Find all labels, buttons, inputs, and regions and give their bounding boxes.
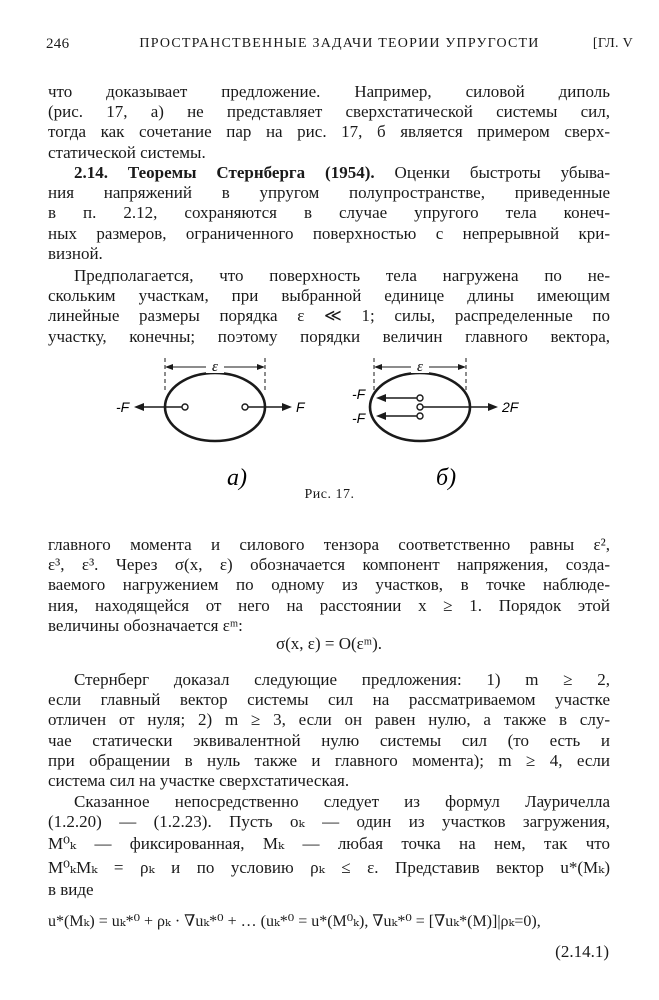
text-line: (1.2.20) — (1.2.23). Пусть oₖ — один из участков загружения, [48,812,610,832]
load-point-bottom [417,413,423,419]
arrowhead-top [376,394,386,402]
paragraph-4 [48,535,610,636]
label-2f: 2F [502,399,519,415]
text-line: Оценки быстроты убыва- [374,163,610,182]
label-plus-f: F [296,399,305,415]
text-line: главного момента и силового тензора соответственно равны ε², [48,535,610,554]
section-first-line [48,163,610,183]
formula-expansion: u*(Mₖ) = uₖ*⁰ + ρₖ · ∇uₖ*⁰ + … (uₖ*⁰ = u*(M⁰ₖ), ∇uₖ*⁰ = [∇uₖ*(M)]|ρₖ=0), [48,913,541,930]
text-line: в п. 2.12, сохраняются в случае упругого тела конеч- [48,203,610,223]
label-minus-f: -F [116,399,130,415]
text-line: M⁰ₖMₖ = ρₖ и по условию ρₖ ≤ ε. Представив вектор u*(Mₖ) [48,858,610,878]
text-line: система сил на участке сверхстатическая. [48,771,350,791]
section-2-14 [48,163,610,264]
label-minus-f-bottom: -F [352,410,366,426]
text-line: ния напряжений в упругом полупространстве, приведенные [48,183,610,203]
chapter-label: [ГЛ. V [592,36,633,51]
subfigure-label-a: а) [227,465,247,491]
text-line: ных размеров, ограниченного поверхностью с непрерывной кри- [48,223,610,243]
text-line: ваемого нагружением по одному из участков, в точке наблюде- [48,575,610,595]
text-line: в виде [48,880,94,900]
eps-label-a: ε [212,359,218,375]
figure-caption: Рис. 17. [304,487,355,502]
text-line: что доказывает предложение. Например, силовой диполь [48,82,610,101]
load-point-right [242,404,248,410]
text-line: чае статически эквивалентной нулю системы сил (то есть и [48,730,610,750]
formula-sigma: σ(x, ε) = O(εᵐ). [275,634,382,653]
paragraph-3 [48,266,610,347]
text-line: M⁰ₖ — фиксированная, Mₖ — любая точка на нем, так что [48,834,610,854]
dim-arrow-right-b [458,364,466,370]
figure-17a [116,358,306,491]
paragraph-6 [48,792,610,901]
text-line: Сказанное непосредственно следует из формул Лауричелла [74,792,610,811]
equation-number: (2.14.1) [555,942,609,961]
dim-arrow-right-a [257,364,265,370]
text-line: величины обозначается εᵐ: [48,615,243,635]
text-line: скольким участкам, при выбранной единице длины имеющим [48,286,610,306]
section-title: 2.14. Теоремы Стернберга (1954). [74,163,375,182]
text-line: ния, находящейся от него на расстоянии x ≥ 1. Порядок этой [48,595,610,615]
paragraph-5 [48,670,610,791]
text-line: тогда как сочетание пар на рис. 17, б является примером сверх- [48,122,610,142]
eps-label-b: ε [417,359,423,375]
text-line: (рис. 17, а) не представляет сверхстатической системы сил, [48,102,610,122]
arrowhead-right [282,403,292,411]
dim-arrow-left-b [374,364,382,370]
arrowhead-left [134,403,144,411]
figure-17b [352,358,520,491]
page-header [46,36,633,58]
text-line: визной. [48,243,103,263]
load-point-left [182,404,188,410]
text-line: статической системы. [48,142,206,162]
text-line: Стернберг доказал следующие предложения: 1) m ≥ 2, [74,670,610,689]
text-line: отличен от нуля; 2) m ≥ 3, если он равен нулю, а также в слу- [48,710,610,730]
figure-17 [116,355,540,505]
arrowhead-2f [488,403,498,411]
subfigure-label-b: б) [436,465,457,491]
text-line: ε³, ε³. Через σ(x, ε) обозначается компонент напряжения, созда- [48,555,610,575]
text-line: Предполагается, что поверхность тела нагружена по не- [74,266,610,285]
text-line: участку, конечны; поэтому порядки величин главного вектора, [48,326,610,346]
running-title: ПРОСТРАНСТВЕННЫЕ ЗАДАЧИ ТЕОРИИ УПРУГОСТИ [139,36,540,51]
paragraph-1 [48,82,610,163]
load-point-top [417,395,423,401]
text-line: линейные размеры порядка ε ≪ 1; силы, распределенные по [48,306,610,326]
text-line: если главный вектор системы сил на рассматриваемом участке [48,690,610,710]
page-number: 246 [46,36,70,52]
arrowhead-bottom [376,412,386,420]
label-minus-f-top: -F [352,386,366,402]
load-point-center [417,404,423,410]
dim-arrow-left-a [165,364,173,370]
text-line: при обращении в нуль также и главного момента); m ≥ 4, если [48,750,610,770]
